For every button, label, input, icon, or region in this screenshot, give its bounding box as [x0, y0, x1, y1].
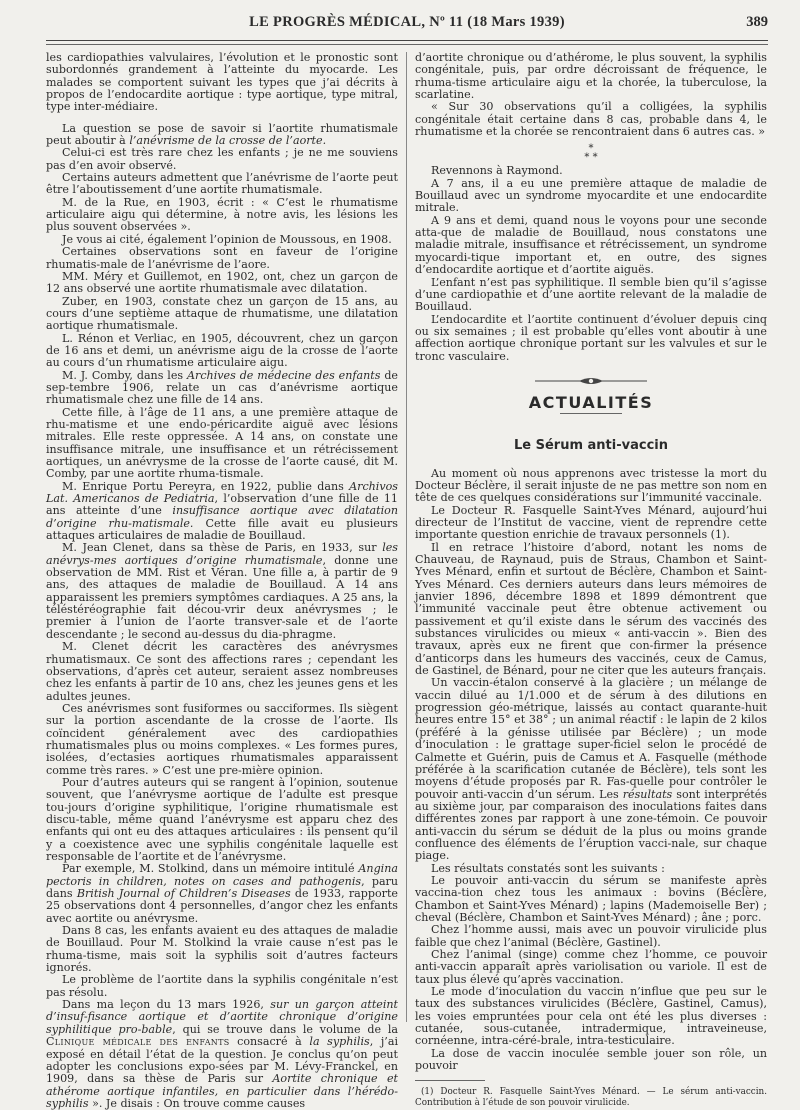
paragraph: Il en retrace l’histoire d’abord, notant les noms de Chauveau, de Raynaud, puis de Straus, Chambon et Saint-Yves Ménard, enfin et surtout de Béclère, Chambon et Saint-Yves Ménard. Ces derniers auteurs dans leurs mémoires de janvier 1896, décembre 1898 et 1899 démontrent que l’immunité vaccinale peut être obtenue activement ou passivement et qu’il existe dans le sérum des vaccinés des substances virulicides ou mieux « anti-vaccin ». Bien des travaux, après eux ne firent que con-firmer la présence d’anticorps dans les humeurs des vaccinés, ceux de Camus, de Gastinel, de Bénard, pour ne citer que les auteurs français. [415, 540, 767, 678]
paragraph: La question se pose de savoir si l’aortite rhumatismale peut aboutir à l’anévrisme de la crosse de l’aorte. [46, 121, 398, 148]
paragraph: A 7 ans, il a eu une première attaque de maladie de Bouillaud avec un syndrome myocardite et une endocardite mitrale. [415, 176, 767, 215]
right-column-top-text [415, 52, 767, 138]
journal-title: LE PROGRÈS MÉDICAL, Nº 11 (18 Mars 1939) [249, 14, 565, 30]
asterism [415, 144, 767, 162]
paragraph: L’enfant n’est pas syphilitique. Il semble bien qu’il s’agisse d’une cardiopathie et d’une aortite relevant de la maladie de Bouillaud. [415, 275, 767, 314]
paragraph: A 9 ans et demi, quand nous le voyons pour une seconde atta-que de maladie de Bouillaud, nous constatons une maladie mitrale, insuffisance et rétrécissement, un syndrome myocardi-tique important et, en outre, des signes d’endocardite aortique et d’aortite aiguës. [415, 213, 767, 277]
paragraph: Cette fille, à l’âge de 11 ans, a une première attaque de rhu-matisme et une endo-péricardite aiguë avec lésions mitrales. Elle reste oppressée. A 14 ans, on constate une insuffisance mitrale, une insuffisance et un rétrécissement aortiques, un anévrysme de la crosse de l’aorte causé, dit M. Comby, par une aortite rhuma-tismale. [46, 405, 398, 481]
paragraph: L’endocardite et l’aortite continuent d’évoluer depuis cinq ou six semaines ; il est probable qu’elles vont aboutir à une affection aortique chronique portant sur les valvules et sur le tronc vasculaire. [415, 312, 767, 363]
paragraph: Zuber, en 1903, constate chez un garçon de 15 ans, au cours d’une septième attaque de rhumatisme, une dilatation aortique rhumatismale. [46, 294, 398, 333]
asterism-top: * [588, 143, 594, 155]
paragraph: M. Clenet décrit les caractères des anévrysmes rhumatismaux. Ce sont des affections rares ; cependant les observations, d’après cet auteur, seraient assez nombreuses chez les enfants à partir de 10 ans, chez les jeunes gens et les adultes jeunes. [46, 640, 398, 703]
paragraph: Certains auteurs admettent que l’anévrisme de l’aorte peut être l’aboutissement d’une aortite rhumatismale. [46, 171, 398, 197]
paragraph: Revennons à Raymond. [431, 164, 563, 178]
left-column [46, 51, 399, 1110]
paragraph: Au moment où nous apprenons avec tristesse la mort du Docteur Béclère, il serait injuste de ne pas mettre son nom en tête de ces quelques considérations sur l’immunité vaccinale. [415, 466, 767, 505]
paragraph: M. Enrique Portu Pereyra, en 1922, publie dans Archivos Lat. Americanos de Pediatria, l’observation d’une fille de 11 ans atteinte d’une insuffisance aortique avec dilatation d’origine rhu-matismale. Cette fille avait eu plusieurs attaques articulaires de maladie de Bouillaud. [46, 479, 398, 543]
paragraph: Pour d’autres auteurs qui se rangent à l’opinion, soutenue souvent, que l’anévrysme aortique de l’adulte est presque tou-jours d’origine syphilitique, l’origine rhumatismale est discu-table, même quand l’anévrysme est apparu chez des enfants qui ont eu des attaques articulaires : ils pensent qu’il y a coexistence avec une syphilis congénitale laquelle est responsable de l’aortite et de l’anévrysme. [46, 775, 398, 863]
ornament-divider-icon [531, 375, 651, 387]
footnote: (1) Docteur R. Fasquelle Saint-Yves Ménard. — Le sérum anti-vaccin. Contribution à l’étude de son pouvoir virulicide. [415, 1087, 767, 1108]
article-title: Le Sérum anti-vaccin [513, 438, 668, 454]
paragraph: M. de la Rue, en 1903, écrit : « C’est le rhumatisme articulaire aigu qui détermine, à notre avis, les lésions les plus souvent observées ». [46, 195, 398, 234]
paragraph: Certaines observations sont en faveur de l’origine rhumatis-male de l’anévrisme de l’aore. [46, 245, 398, 271]
paragraph: les cardiopathies valvulaires, l’évolution et le pronostic sont subordonnés grandement à l’atteinte du myocarde. Les malades se comportent suivant les types que j’ai décrits à propos de l’endocardite aortique : type aortique, type mitral, type inter-médiaire. [46, 51, 398, 114]
page-number: 389 [746, 14, 768, 30]
paragraph: La dose de vaccin inoculée semble jouer son rôle, un pouvoir [415, 1046, 767, 1073]
paragraph: Chez l’animal (singe) comme chez l’homme, ce pouvoir anti-vaccin apparaît après variolisation ou variole. Il est de taux plus élevé qu’après vaccination. [415, 948, 767, 986]
asterism-bottom: * * [584, 152, 598, 164]
article-body [415, 468, 767, 1073]
paragraph: Ces anévrismes sont fusiformes ou sacciformes. Ils siègent sur la portion ascendante de la crosse de l’aorte. Ils coïncident généralement avec des cardiopathies rhumatismales plus ou moins complexes. « Les formes pures, isolées, d’ectasies aortiques rhumatismales apparaissent comme très rares. » C’est une pre-mière opinion. [46, 701, 398, 777]
paragraph: M. J. Comby, dans les Archives de médecine des enfants de sep-tembre 1906, relate un cas d’anévrisme aortique rhumatismale chez une fille de 14 ans. [46, 368, 398, 407]
paragraph: d’aortite chronique ou d’athérome, le plus souvent, la syphilis congénitale, puis, par ordre décroissant de fréquence, le rhuma-tisme articulaire aigu et la chorée, la tuberculose, la scarlatine. [415, 51, 767, 102]
left-column-text [46, 52, 398, 1110]
section-title-rule [560, 413, 622, 414]
header-rule [46, 40, 768, 45]
paragraph: M. Jean Clenet, dans sa thèse de Paris, en 1933, sur les anévrys-mes aortiques d’origine rhumatismale, donne une observation de MM. Rist et Véran. Une fille a, à partir de 9 ans, des attaques de maladie de Bouillaud. A 14 ans apparaissent les premiers symptômes cardiaques. A 25 ans, la téléstéréographie fait décou-vrir deux anévrysmes ; le premier à l’union de l’aorte transver-sale et de l’aorte descendante ; le second au-dessus du dia-phragme. [46, 541, 398, 641]
paragraph: Le problème de l’aortite dans la syphilis congénitale n’est pas résolu. [46, 973, 398, 999]
paragraph: Par exemple, M. Stolkind, dans un mémoire intitulé Angina pectoris in children, notes on cases and pathogenis, paru dans British Journal of Children’s Diseases de 1933, rapporte 25 observations dont 4 personnelles, d’angor chez les enfants avec aortite ou anévrysme. [46, 862, 399, 925]
footnote-rule [415, 1080, 485, 1081]
paragraph: Chez l’homme aussi, mais avec un pouvoir virulicide plus faible que chez l’animal (Béclère, Gastinel). [415, 923, 767, 949]
paragraph: MM. Méry et Guillemot, en 1902, ont, chez un garçon de 12 ans observé une aortite rhumatismale avec dilatation. [46, 269, 398, 296]
section-title: ACTUALITÉS [528, 392, 654, 412]
paragraph: Dans ma leçon du 13 mars 1926, sur un garçon atteint d’insuf-fisance aortique et d’aortite chronique d’origine syphilitique pro-bable, qui se trouve dans le volume de la Clinique médicale des enfants consacré à la syphilis, j’ai exposé en détail l’état de la question. Je conclus qu’on peut adopter les conclusions expo-sées par M. Lévy-Franckel, en 1909, dans sa thèse de Paris sur Aortite chronique et athérome aortique infantiles, en particulier dans l’hérédo-syphilis ». Je disais : On trouve comme causes [46, 998, 398, 1110]
right-column-mid-text [415, 165, 767, 363]
paragraph: « Sur 30 observations qu’il a colligées, la syphilis congénitale était certaine dans 8 cas, probable dans 4, le rhumatisme et la chorée se rencontraient dans 6 autres cas. » [415, 100, 767, 139]
paragraph: Je vous ai cité, également l’opinion de Moussous, en 1908. [62, 232, 392, 246]
paragraph: Le Docteur R. Fasquelle Saint-Yves Ménard, aujourd’hui directeur de l’Institut de vaccine, vient de reprendre cette importante question enrichie de travaux personnels (1). [415, 503, 767, 542]
column-divider [406, 52, 407, 1022]
paragraph: Dans 8 cas, les enfants avaient eu des attaques de maladie de Bouillaud. Pour M. Stolkind la vraie cause n’est pas le rhuma-tisme, mais soit la syphilis soit d’autres facteurs ignorés. [46, 924, 398, 975]
paragraph: Les résultats constatés sont les suivants : [431, 861, 665, 875]
right-column [415, 51, 767, 1108]
paragraph: L. Rénon et Verliac, en 1905, découvrent, chez un garçon de 16 ans et demi, un anévrisme aigu de la crosse de l’aorte au cours d’un rhumatisme articulaire aigu. [46, 331, 398, 370]
paragraph: Le mode d’inoculation du vaccin n’influe que peu sur le taux des substances virulicides (Béclère, Gastinel, Camus), les voies empruntées pour cela ont été les plus diverses : cutanée, sous-cutanée, intradermique, intraveineuse, cornéenne, intra-céré-brale, intra-testiculaire. [415, 985, 767, 1048]
paragraph: Celui-ci est très rare chez les enfants ; je ne me souviens pas d’en avoir observé. [46, 146, 398, 172]
running-header [46, 14, 768, 36]
paragraph: Le pouvoir anti-vaccin du sérum se manifeste après vaccina-tion chez tous les animaux : bovins (Béclère, Chambon et Saint-Yves Ménard) ; lapins (Mademoiselle Ber) ; cheval (Béclère, Chambon et Saint-Yves Ménard) ; âne ; porc. [415, 873, 767, 924]
paragraph: Un vaccin-étalon conservé à la glacière ; un mélange de vaccin dilué au 1/1.000 et de sérum à des dilutions en progression géo-métrique, laissés au contact quarante-huit heures entre 15° et 38° ; un animal réactif : le lapin de 2 kilos (préféré à la génisse utilisée par Béclère) ; un mode d’inoculation : le grattage super-ficiel selon le procédé de Calmette et Guérin, puis de Camus et A. Fasquelle (méthode préférée à la scarification cutanée de Béclère), tels sont les moyens d’étude proposés par R. Fas-quelle pour contrôler le pouvoir anti-vaccin d’un sérum. Les résultats sont interprétés au sixième jour, par comparaison des inoculations faites dans différentes zones par rapport à une zone-témoin. Ce pouvoir anti-vaccin du sérum se déduit de la plus ou moins grande confluence des éléments de l’éruption vacci-nale, sur chaque piage. [415, 676, 767, 863]
